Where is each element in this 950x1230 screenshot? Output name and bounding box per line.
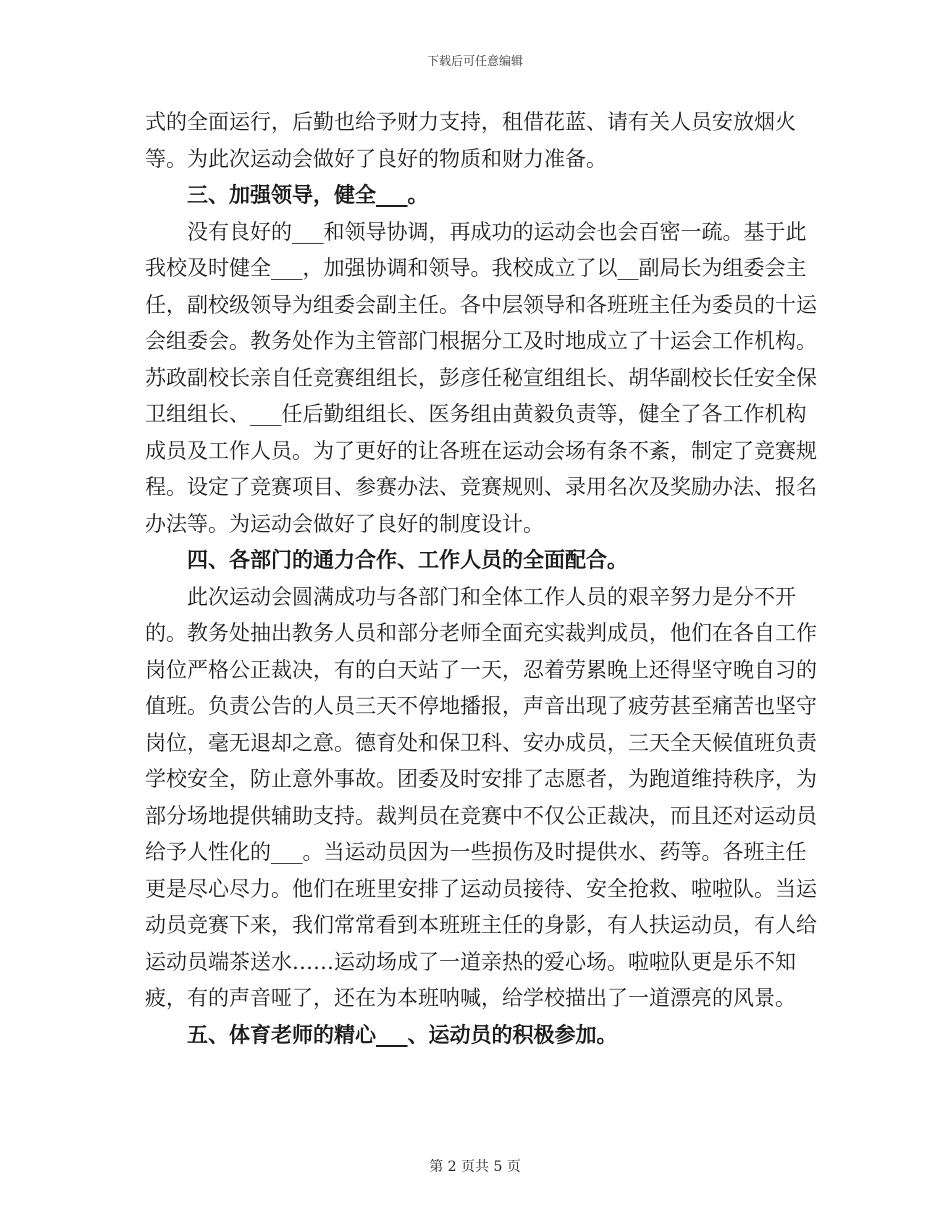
section-heading-5: 五、体育老师的精心___、运动员的积极参加。: [187, 1021, 618, 1047]
section-heading-3: 三、加强领导，健全___。: [187, 182, 429, 207]
page-header-note: 下载后可任意编辑: [426, 54, 523, 68]
page-number: 第 2 页共 5 页: [429, 1159, 521, 1175]
section-heading-4: 四、各部门的通力合作、工作人员的全面配合。: [187, 547, 628, 572]
paragraph-continuation: 式的全面运行，后勤也给予财力支持，租借花蓝、请有关人员安放烟火等。为此次运动会做好了良好的物质和财力准备。: [145, 110, 796, 171]
paragraph-cooperation: 此次运动会圆满成功与各部门和全体工作人员的艰辛努力是分不开的。教务处抽出教务人员和部分老师全面充实裁判成员，他们在各自工作岗位严格公正裁决，有的白天站了一天，忍着劳累晚上还得坚守晚自习的值班。负责公告的人员三天不停地播报，声音出现了疲劳甚至痛苦也坚守岗位，毫无退却之意。德育处和保卫科、安办成员，三天全天候值班负责学校安全，防止意外事故。团委及时安排了志愿者，为跑道维持秩序，为部分场地提供辅助支持。裁判员在竞赛中不仅公正裁决，而且还对运动员给予人性化的___。当运动员因为一些损伤及时提供水、药等。各班主任更是尽心尽力。他们在班里安排了运动员接待、安全抢救、啦啦队。当运动员竞赛下来，我们常常看到本班班主任的身影，有人扶运动员，有人给运动员端茶送水……运动场成了一道亲热的爱心场。啦啦队更是乐不知疲，有的声音哑了，还在为本班呐喊，给学校描出了一道漂亮的风景。: [145, 584, 817, 1010]
paragraph-leadership: 没有良好的___和领导协调，再成功的运动会也会百密一疏。基于此我校及时健全___，加强协调和领导。我校成立了以__副局长为组委会主任，副校级领导为组委会副主任。各中层领导和各班班主任为委员的十运会组委会。教务处作为主管部门根据分工及时地成立了十运会工作机构。苏政副校长亲自任竞赛组组长，彭彦任秘宣组组长、胡华副校长任安全保卫组组长、___任后勤组组长、医务组由黄毅负责等，健全了各工作机构成员及工作人员。为了更好的让各班在运动会场有条不紊，制定了竞赛规程。设定了竞赛项目、参赛办法、竞赛规则、录用名次及奖励办法、报名办法等。为运动会做好了良好的制度设计。: [145, 219, 817, 536]
document-body: [145, 104, 825, 1053]
